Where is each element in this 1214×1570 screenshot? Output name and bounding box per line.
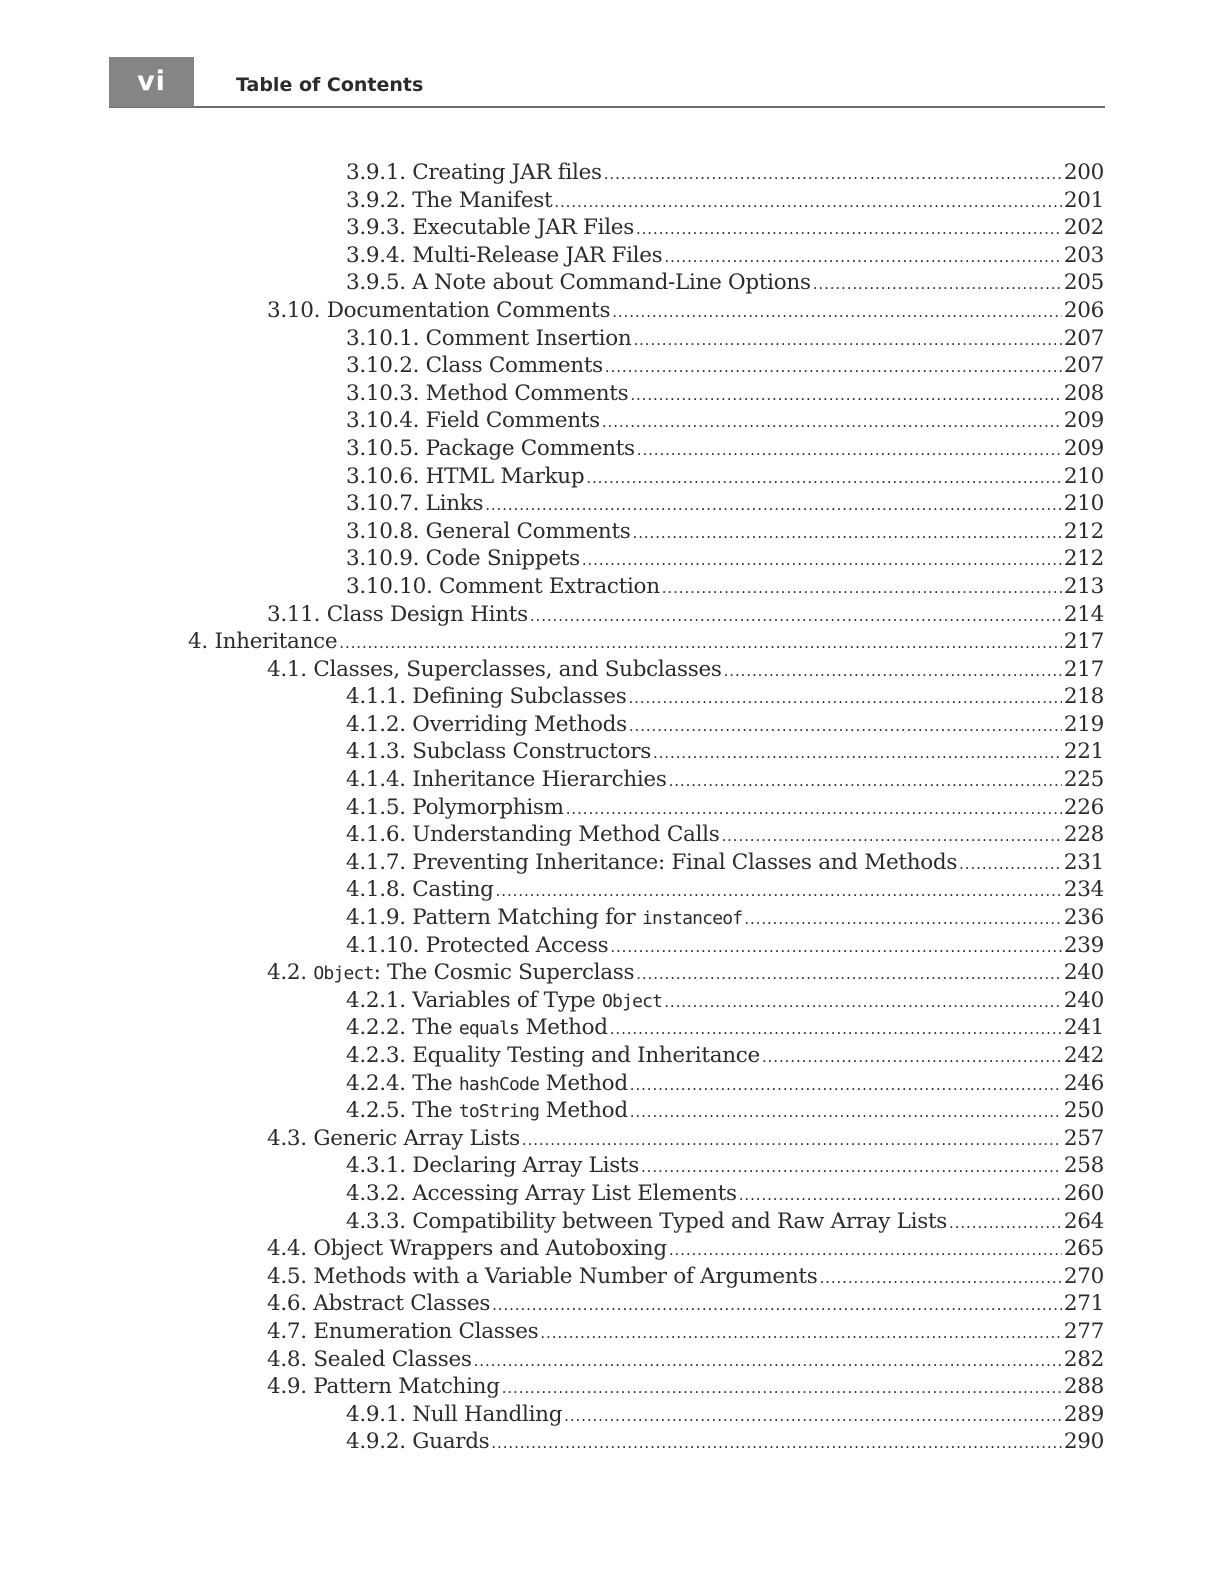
toc-entry-title xyxy=(346,1070,628,1099)
toc-entry[interactable] xyxy=(267,656,1104,684)
toc-entry-title xyxy=(346,683,626,711)
toc-entry-title-text: 4.2.5. The xyxy=(346,1098,459,1124)
toc-entry-page: 208 xyxy=(1063,380,1104,406)
toc-entry[interactable] xyxy=(346,407,1104,435)
toc-entry-title xyxy=(346,490,483,518)
toc-entry-page: 257 xyxy=(1063,1125,1104,1151)
toc-entry-title-text: 3.10.6. HTML Markup xyxy=(346,463,585,489)
toc-entry-page: 240 xyxy=(1063,960,1104,986)
toc-entry[interactable] xyxy=(346,1070,1104,1098)
toc-entry-title xyxy=(267,656,722,684)
dot-leader xyxy=(636,214,1062,244)
toc-entry[interactable] xyxy=(346,683,1104,711)
toc-entry-title xyxy=(346,352,603,380)
toc-entry-page: 219 xyxy=(1063,711,1104,737)
toc-entry-page: 212 xyxy=(1063,518,1104,544)
dot-leader xyxy=(744,904,1062,934)
toc-entry-title-text: 4.9. Pattern Matching xyxy=(267,1374,500,1400)
toc-entry-title-text: 3.10.10. Comment Extraction xyxy=(346,573,660,599)
dot-leader xyxy=(959,849,1062,879)
dot-leader xyxy=(610,932,1062,962)
toc-entry-page: 206 xyxy=(1063,297,1104,323)
toc-entry-title xyxy=(346,711,627,739)
dot-leader xyxy=(602,407,1062,437)
toc-entry-title-text: 4.2.1. Variables of Type xyxy=(346,987,602,1013)
toc-entry-title-text: 3.10.1. Comment Insertion xyxy=(346,325,632,351)
toc-entry-title xyxy=(267,297,610,325)
toc-entry-page: 201 xyxy=(1063,187,1104,213)
dot-leader xyxy=(633,325,1061,355)
toc-entry-title xyxy=(267,1318,538,1346)
toc-entry-title xyxy=(346,242,662,270)
toc-entry-title-text: 4.2. xyxy=(267,960,314,986)
dot-leader xyxy=(949,1208,1062,1238)
toc-entry-title-text: 3.10.3. Method Comments xyxy=(346,380,629,406)
toc-entry[interactable] xyxy=(346,1042,1104,1070)
dot-leader xyxy=(612,297,1062,327)
toc-entry-title xyxy=(346,435,635,463)
toc-entry-title-text: 4.1.7. Preventing Inheritance: Final Classes and Methods xyxy=(346,849,958,875)
toc-entry-page: 228 xyxy=(1063,822,1104,848)
toc-entry[interactable] xyxy=(267,1263,1104,1291)
toc-entry-title-suffix: Method xyxy=(539,1098,628,1124)
toc-entry-title xyxy=(267,959,634,988)
toc-entry-title xyxy=(346,380,628,408)
running-header xyxy=(109,57,1105,108)
toc-entry[interactable] xyxy=(346,1428,1104,1456)
toc-entry[interactable] xyxy=(346,187,1104,215)
toc-entry-title-text: 3.10.7. Links xyxy=(346,491,484,517)
dot-leader xyxy=(721,821,1061,851)
toc-entry-code: equals xyxy=(458,1018,520,1040)
toc-entry-page: 205 xyxy=(1063,270,1104,296)
toc-entry-title-text: 4.7. Enumeration Classes xyxy=(267,1318,539,1344)
toc-entry[interactable] xyxy=(267,1318,1104,1346)
dot-leader xyxy=(636,959,1062,989)
dot-leader xyxy=(630,380,1062,410)
toc-entry-page: 282 xyxy=(1063,1346,1104,1372)
toc-entry-page: 212 xyxy=(1063,546,1104,572)
toc-entry-page: 265 xyxy=(1063,1236,1104,1262)
toc-entry-title-text: 4.6. Abstract Classes xyxy=(267,1291,491,1317)
toc-entry-title-text: 3.11. Class Design Hints xyxy=(267,601,528,627)
dot-leader xyxy=(339,628,1062,658)
dot-leader xyxy=(669,1235,1062,1265)
dot-leader xyxy=(813,269,1062,299)
toc-entry-page: 226 xyxy=(1063,794,1104,820)
toc-entry-title-text: 4.3. Generic Array Lists xyxy=(267,1125,520,1151)
toc-entry[interactable] xyxy=(267,1235,1104,1263)
toc-entry-title-text: 4.1.5. Polymorphism xyxy=(346,794,564,820)
toc-entry[interactable] xyxy=(346,904,1104,932)
toc-entry-page: 218 xyxy=(1063,684,1104,710)
toc-entry-title-text: 4.1.2. Overriding Methods xyxy=(346,711,627,737)
toc-entry-title xyxy=(346,269,811,297)
toc-entry[interactable] xyxy=(346,463,1104,491)
dot-leader xyxy=(664,987,1062,1017)
dot-leader xyxy=(502,1373,1062,1403)
toc-entry-title xyxy=(346,1097,628,1126)
toc-entry-title xyxy=(346,1428,489,1456)
toc-entry[interactable] xyxy=(346,821,1104,849)
toc-entry-title-text: 3.9.3. Executable JAR Files xyxy=(346,215,634,241)
toc-entry[interactable] xyxy=(346,1208,1104,1236)
toc-entry[interactable] xyxy=(346,1014,1104,1042)
dot-leader xyxy=(474,1346,1062,1376)
toc-entry-page: 209 xyxy=(1063,408,1104,434)
toc-entry-title xyxy=(346,1208,947,1236)
toc-entry-page: 242 xyxy=(1063,1043,1104,1068)
toc-entry[interactable] xyxy=(346,1401,1104,1429)
table-of-contents xyxy=(0,159,1214,1456)
toc-entry-page: 202 xyxy=(1063,215,1104,241)
toc-entry-page: 236 xyxy=(1063,905,1104,931)
toc-entry-page: 288 xyxy=(1063,1374,1104,1400)
dot-leader xyxy=(554,187,1062,217)
toc-entry-title xyxy=(267,1346,472,1374)
toc-entry[interactable] xyxy=(346,1180,1104,1208)
toc-entry-page: 289 xyxy=(1063,1401,1104,1427)
toc-entry[interactable] xyxy=(267,601,1104,629)
toc-entry-title-text: 3.9.2. The Manifest xyxy=(346,187,553,213)
dot-leader xyxy=(522,1125,1062,1155)
toc-entry-code: Object xyxy=(602,990,663,1012)
toc-entry[interactable] xyxy=(346,1097,1104,1125)
toc-entry-title xyxy=(346,766,667,794)
dot-leader xyxy=(586,463,1062,493)
dot-leader xyxy=(664,242,1061,272)
toc-entry[interactable] xyxy=(346,932,1104,960)
toc-entry[interactable] xyxy=(188,628,1104,656)
dot-leader xyxy=(724,656,1062,686)
toc-entry-page: 210 xyxy=(1063,491,1104,517)
toc-entry[interactable] xyxy=(346,518,1104,546)
toc-entry-title xyxy=(346,987,662,1016)
toc-entry-title-suffix: : The Cosmic Superclass xyxy=(373,960,635,986)
dot-leader xyxy=(485,490,1062,520)
toc-entry-title xyxy=(346,463,584,491)
toc-entry-title xyxy=(346,876,494,904)
dot-leader xyxy=(630,1070,1062,1100)
dot-leader xyxy=(629,711,1062,741)
toc-entry-title-text: 4.1.6. Understanding Method Calls xyxy=(346,822,720,848)
toc-entry-title-text: 4.1.3. Subclass Constructors xyxy=(346,739,651,765)
toc-entry-title xyxy=(346,1401,562,1429)
toc-entry-title-text: 3.10.8. General Comments xyxy=(346,518,631,544)
toc-entry-code: instanceof xyxy=(641,908,743,930)
toc-entry[interactable] xyxy=(346,1152,1104,1180)
page-number-tab: vi xyxy=(109,57,194,107)
toc-entry[interactable] xyxy=(346,794,1104,822)
toc-entry-title-text: 3.10.2. Class Comments xyxy=(346,353,603,379)
dot-leader xyxy=(492,1290,1062,1320)
toc-entry-title-text: 3.10.9. Code Snippets xyxy=(346,546,580,572)
toc-entry-page: 200 xyxy=(1063,160,1104,185)
toc-entry-page: 217 xyxy=(1063,656,1104,682)
toc-entry-title xyxy=(346,932,608,960)
toc-entry-title-text: 3.10.5. Package Comments xyxy=(346,435,635,461)
toc-entry-page: 277 xyxy=(1063,1318,1104,1344)
dot-leader xyxy=(530,601,1062,631)
toc-entry-page: 234 xyxy=(1063,877,1104,903)
toc-entry-title-suffix: Method xyxy=(539,1070,628,1096)
toc-entry-title-text: 3.10.4. Field Comments xyxy=(346,408,600,434)
dot-leader xyxy=(739,1180,1062,1210)
dot-leader xyxy=(669,766,1062,796)
toc-entry-page: 207 xyxy=(1063,325,1104,351)
toc-entry-title-text: 3.9.4. Multi-Release JAR Files xyxy=(346,242,663,268)
toc-entry-title-text: 4.5. Methods with a Variable Number of Arguments xyxy=(267,1263,818,1289)
toc-entry-title-text: 4.8. Sealed Classes xyxy=(267,1346,472,1372)
toc-entry-page: 239 xyxy=(1063,932,1104,958)
toc-entry-page: 258 xyxy=(1063,1153,1104,1179)
toc-entry-title xyxy=(346,187,552,215)
toc-entry[interactable] xyxy=(346,738,1104,766)
toc-entry[interactable] xyxy=(346,545,1104,573)
toc-entry[interactable] xyxy=(267,297,1104,325)
toc-entry-page: 209 xyxy=(1063,435,1104,461)
toc-entry-title xyxy=(188,628,337,656)
toc-entry[interactable] xyxy=(346,490,1104,518)
toc-entry-page: 241 xyxy=(1063,1015,1104,1041)
toc-entry-title xyxy=(346,518,631,546)
toc-entry-title-text: 4.9.1. Null Handling xyxy=(346,1401,563,1427)
dot-leader xyxy=(566,794,1062,824)
toc-entry-title-text: 4.3.3. Compatibility between Typed and Raw Array Lists xyxy=(346,1208,948,1234)
dot-leader xyxy=(637,435,1062,465)
toc-entry-title-text: 3.10. Documentation Comments xyxy=(267,297,611,323)
toc-entry-page: 225 xyxy=(1063,767,1104,793)
toc-entry-title xyxy=(346,738,651,766)
toc-entry-title-text: 4.2.2. The xyxy=(346,1015,459,1041)
toc-entry-page: 271 xyxy=(1063,1291,1104,1317)
toc-entry[interactable] xyxy=(346,876,1104,904)
toc-entry[interactable] xyxy=(267,1290,1104,1318)
toc-entry-title xyxy=(267,1235,667,1263)
toc-entry-title xyxy=(267,1263,817,1291)
toc-entry-title-text: 4.1.4. Inheritance Hierarchies xyxy=(346,767,667,793)
dot-leader xyxy=(662,573,1062,603)
toc-entry-title-text: 4.4. Object Wrappers and Autoboxing xyxy=(267,1236,667,1262)
running-title: Table of Contents xyxy=(236,74,424,96)
toc-entry[interactable] xyxy=(346,269,1104,297)
dot-leader xyxy=(819,1263,1061,1293)
toc-entry-page: 250 xyxy=(1063,1098,1104,1124)
toc-entry-page: 246 xyxy=(1063,1070,1104,1096)
toc-entry[interactable] xyxy=(346,435,1104,463)
dot-leader xyxy=(604,159,1062,189)
toc-entry-code: Object xyxy=(313,963,374,985)
dot-leader xyxy=(605,352,1062,382)
toc-entry-page: 207 xyxy=(1063,353,1104,379)
toc-entry-title xyxy=(267,1373,500,1401)
toc-entry[interactable] xyxy=(346,849,1104,877)
toc-entry-title-text: 3.9.5. A Note about Command-Line Options xyxy=(346,270,811,296)
dot-leader xyxy=(582,545,1062,575)
toc-entry-title xyxy=(346,794,564,822)
toc-entry-page: 290 xyxy=(1063,1429,1104,1455)
toc-entry[interactable] xyxy=(346,242,1104,270)
toc-entry-title-text: 4.1.10. Protected Access xyxy=(346,932,609,958)
toc-entry-page: 260 xyxy=(1063,1180,1104,1206)
toc-entry-title xyxy=(346,214,634,242)
toc-entry-page: 270 xyxy=(1063,1263,1104,1289)
dot-leader xyxy=(491,1428,1061,1458)
dot-leader xyxy=(762,1042,1062,1072)
dot-leader xyxy=(496,876,1062,906)
toc-entry-code: hashCode xyxy=(458,1073,540,1095)
toc-entry-title-text: 4.9.2. Guards xyxy=(346,1429,490,1455)
toc-entry-title-text: 3.9.1. Creating JAR files xyxy=(346,160,602,185)
toc-entry-page: 213 xyxy=(1063,573,1104,599)
toc-entry[interactable] xyxy=(346,766,1104,794)
toc-entry-page: 240 xyxy=(1063,987,1104,1013)
toc-entry-title xyxy=(346,904,742,933)
toc-entry-page: 231 xyxy=(1063,849,1104,875)
toc-entry-page: 264 xyxy=(1063,1208,1104,1234)
toc-entry-title xyxy=(346,407,600,435)
toc-entry-title xyxy=(267,601,528,629)
toc-entry-title-text: 4.2.3. Equality Testing and Inheritance xyxy=(346,1043,760,1068)
toc-entry-title-text: 4.1.9. Pattern Matching for xyxy=(346,905,642,931)
dot-leader xyxy=(633,518,1062,548)
toc-entry-title xyxy=(346,849,957,877)
toc-entry-title-text: 4.1.8. Casting xyxy=(346,877,494,903)
toc-entry-title xyxy=(346,1180,737,1208)
toc-entry[interactable] xyxy=(346,573,1104,601)
toc-entry-title-suffix: Method xyxy=(519,1015,608,1041)
dot-leader xyxy=(630,1097,1062,1127)
toc-entry-title xyxy=(346,545,580,573)
toc-entry[interactable] xyxy=(267,959,1104,987)
toc-entry-page: 214 xyxy=(1063,601,1104,627)
toc-entry-title xyxy=(346,325,631,353)
toc-entry-title-text: 4.3.2. Accessing Array List Elements xyxy=(346,1180,737,1206)
toc-entry[interactable] xyxy=(346,711,1104,739)
toc-entry[interactable] xyxy=(346,159,1104,187)
toc-entry-title xyxy=(267,1125,520,1153)
toc-entry-title-text: 4.1. Classes, Superclasses, and Subclasses xyxy=(267,656,722,682)
dot-leader xyxy=(653,738,1062,768)
toc-entry-title-text: 4.3.1. Declaring Array Lists xyxy=(346,1153,640,1179)
dot-leader xyxy=(641,1152,1062,1182)
toc-entry[interactable] xyxy=(346,325,1104,353)
toc-entry[interactable] xyxy=(346,987,1104,1015)
dot-leader xyxy=(540,1318,1061,1348)
toc-entry-page: 217 xyxy=(1063,629,1104,655)
toc-entry[interactable] xyxy=(346,214,1104,242)
dot-leader xyxy=(628,683,1061,713)
dot-leader xyxy=(610,1014,1062,1044)
toc-entry[interactable] xyxy=(267,1373,1104,1401)
toc-entry-title xyxy=(346,1014,608,1043)
toc-entry-title-text: 4. Inheritance xyxy=(188,629,338,655)
toc-entry-title xyxy=(346,1152,639,1180)
toc-entry-title-text: 4.1.1. Defining Subclasses xyxy=(346,684,627,710)
toc-entry-title xyxy=(346,821,719,849)
dot-leader xyxy=(564,1401,1062,1431)
toc-entry-page: 221 xyxy=(1063,739,1104,765)
toc-entry-page: 203 xyxy=(1063,242,1104,268)
toc-entry-title xyxy=(267,1290,490,1318)
toc-entry-title xyxy=(346,159,602,187)
toc-entry-title xyxy=(346,1042,760,1070)
toc-entry[interactable] xyxy=(267,1346,1104,1374)
toc-entry[interactable] xyxy=(346,352,1104,380)
toc-entry-title xyxy=(346,573,660,601)
toc-entry[interactable] xyxy=(346,380,1104,408)
toc-entry[interactable] xyxy=(267,1125,1104,1153)
toc-entry-title-text: 4.2.4. The xyxy=(346,1070,459,1096)
toc-entry-page: 210 xyxy=(1063,463,1104,489)
toc-entry-code: toString xyxy=(458,1101,540,1123)
